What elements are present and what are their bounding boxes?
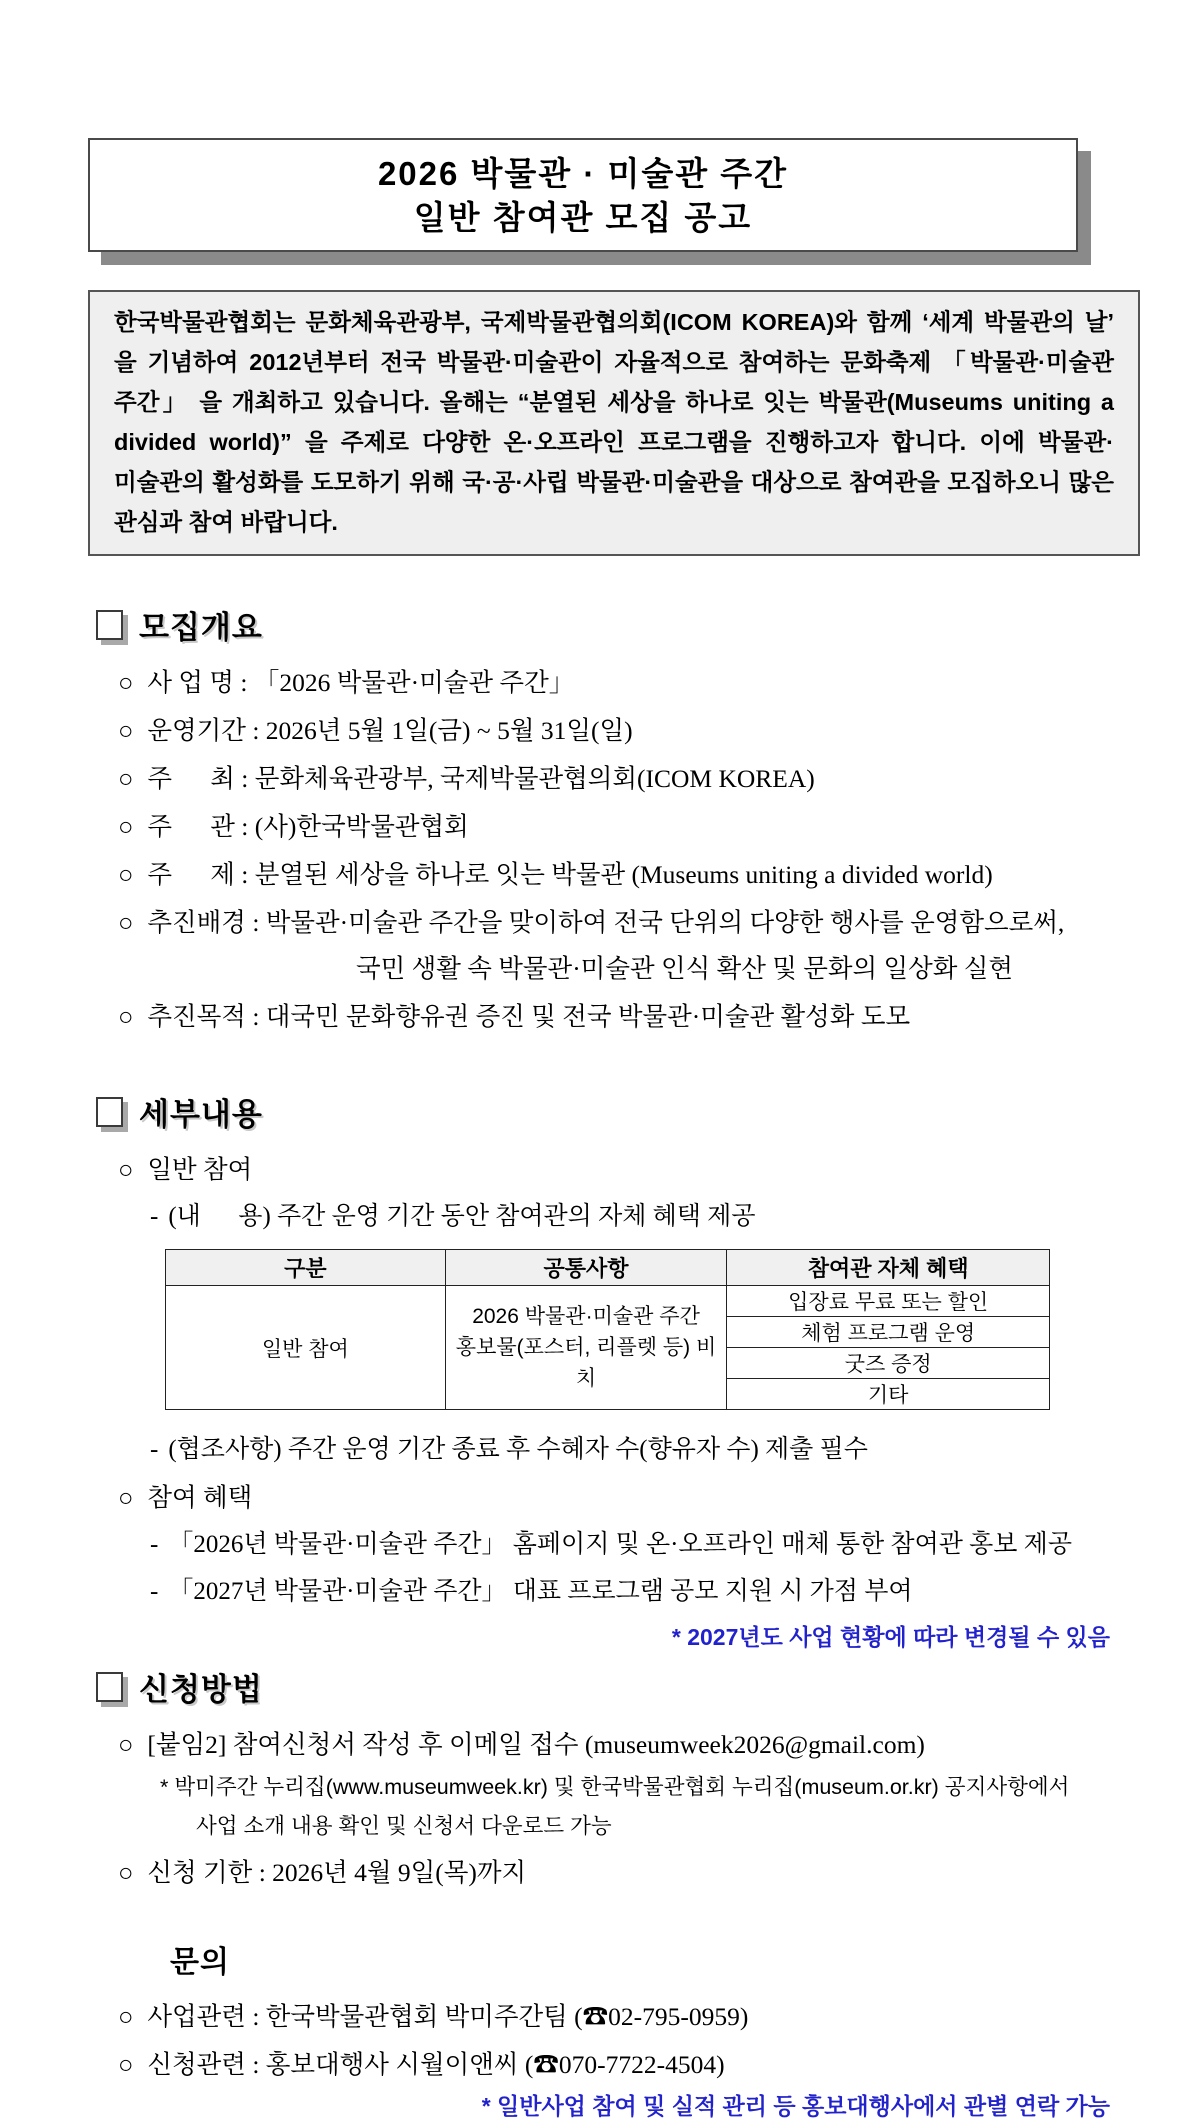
square-bullet-icon <box>96 610 123 640</box>
circle-bullet-icon: ○ <box>118 716 134 745</box>
apply-item-email <box>118 1731 1200 1759</box>
table-cell-benefit: 체험 프로그램 운영 <box>727 1317 1050 1348</box>
square-bullet-icon <box>96 1097 123 1127</box>
dash-bullet-icon: - <box>150 1436 159 1463</box>
circle-bullet-icon: ○ <box>118 1483 134 1512</box>
contact-item-apply <box>118 2051 1200 2079</box>
title-line-1: 2026 박물관 · 미술관 주간 <box>377 155 789 192</box>
circle-bullet-icon: ○ <box>118 812 134 841</box>
table-cell-benefit: 굿즈 증정 <box>727 1348 1050 1379</box>
overview-item-project-name <box>118 669 1200 697</box>
table-cell-category: 일반 참여 <box>166 1286 446 1410</box>
section-heading-label: 세부내용 <box>139 1097 263 1132</box>
item-text: 일반 참여 <box>147 1155 253 1184</box>
dash-bullet-icon: - <box>150 1531 159 1558</box>
item-text: 주 제 : 분열된 세상을 하나로 잇는 박물관 (Museums uniting a divided world) <box>147 860 993 889</box>
details-item-benefit <box>118 1484 1200 1512</box>
circle-bullet-icon: ○ <box>118 2002 134 2031</box>
overview-item-background-cont: 국민 생활 속 박물관·미술관 인식 확산 및 문화의 일상화 실현 <box>356 954 1014 983</box>
details-sub-promo-2026 <box>150 1531 1200 1559</box>
section-heading-apply <box>96 1664 1200 1709</box>
item-text: 추진목적 : 대국민 문화향유권 증진 및 전국 박물관·미술관 활성화 도모 <box>147 1002 911 1031</box>
details-sub-content <box>150 1203 1200 1231</box>
table-header-row <box>166 1250 1050 1286</box>
item-text: (협조사항) 주간 운영 기간 종료 후 수혜자 수(향유자 수) 제출 필수 <box>168 1436 868 1463</box>
circle-bullet-icon: ○ <box>118 908 134 937</box>
item-text: 추진배경 : 박물관·미술관 주간을 맞이하여 전국 단위의 다양한 행사를 운영함으로써, <box>147 908 1065 937</box>
section-heading-contact: 문의 <box>170 1946 230 1979</box>
item-text: 운영기간 : 2026년 5월 1일(금) ~ 5월 31일(일) <box>147 716 633 745</box>
section-heading-overview <box>96 602 1200 647</box>
intro-text: 한국박물관협회는 문화체육관광부, 국제박물관협의회(ICOM KOREA)와 함께 ‘세계 박물관의 날’ 을 기념하여 2012년부터 전국 박물관·미술관이 자율적으로 참여하는 문화축제 「박물관·미술관 주간」 을 개최하고 있습니다. 올해는 “분열된 세상을 하나로 잇는 박물관(Museums uniting a divided world)” 을 주제로 다양한 온·오프라인 프로그램을 진행하고자 합니다. 이에 박물관·미술관의 활성화를 도모하기 위해 국·공·사립 박물관·미술관을 대상으로 참여관을 모집하오니 많은 관심과 참여 바랍니다. <box>114 309 1114 535</box>
details-item-general <box>118 1156 1200 1184</box>
section-heading-label: 모집개요 <box>139 610 263 645</box>
dash-bullet-icon: - <box>150 1203 159 1230</box>
item-text: 주 관 : (사)한국박물관협회 <box>147 812 469 841</box>
title-box <box>88 138 1078 252</box>
section-heading-details <box>96 1089 1200 1134</box>
circle-bullet-icon: ○ <box>118 764 134 793</box>
item-text: [붙임2] 참여신청서 작성 후 이메일 접수 (museumweek2026@gmail.com) <box>147 1730 925 1759</box>
common-line-2: 홍보물(포스터, 리플렛 등) 비치 <box>455 1336 717 1390</box>
overview-item-organizer <box>118 813 1200 841</box>
circle-bullet-icon: ○ <box>118 860 134 889</box>
circle-bullet-icon: ○ <box>118 1858 134 1887</box>
note-agency-contact: * 일반사업 참여 및 실적 관리 등 홍보대행사에서 관별 연락 가능 <box>481 2093 1110 2119</box>
overview-item-host <box>118 765 1200 793</box>
item-text: 사업관련 : 한국박물관협회 박미주간팀 (☎02-795-0959) <box>147 2002 749 2031</box>
section-heading-label: 신청방법 <box>139 1672 263 1707</box>
item-text: 참여 혜택 <box>147 1483 253 1512</box>
details-sub-bonus-2027 <box>150 1578 1200 1606</box>
common-line-1: 2026 박물관·미술관 주간 <box>472 1305 700 1328</box>
item-text: 주 최 : 문화체육관광부, 국제박물관협의회(ICOM KOREA) <box>147 764 815 793</box>
overview-item-theme <box>118 861 1200 889</box>
square-bullet-icon <box>96 1672 123 1702</box>
intro-box <box>88 290 1140 556</box>
title-line-2: 일반 참여관 모집 공고 <box>413 199 753 236</box>
overview-item-period <box>118 717 1200 745</box>
circle-bullet-icon: ○ <box>118 2050 134 2079</box>
item-text: 사 업 명 : 「2026 박물관·미술관 주간」 <box>147 668 575 697</box>
overview-item-background <box>118 909 1200 937</box>
overview-item-purpose <box>118 1003 1200 1031</box>
benefit-table <box>165 1249 1050 1410</box>
contact-item-project <box>118 2003 1200 2031</box>
circle-bullet-icon: ○ <box>118 1730 134 1759</box>
dash-bullet-icon: - <box>150 1578 159 1605</box>
table-cell-benefit: 입장료 무료 또는 할인 <box>727 1286 1050 1317</box>
details-sub-cooperation <box>150 1436 1200 1464</box>
apply-note-line-1: * 박미주간 누리집(www.museumweek.kr) 및 한국박물관협회 누리집(museum.or.kr) 공지사항에서 <box>160 1775 1070 1799</box>
apply-note-line-2: 사업 소개 내용 확인 및 신청서 다운로드 가능 <box>196 1814 612 1838</box>
note-2027-change: * 2027년도 사업 현황에 따라 변경될 수 있음 <box>671 1624 1110 1650</box>
apply-item-deadline <box>118 1859 1200 1887</box>
table-cell-common <box>445 1286 727 1410</box>
circle-bullet-icon: ○ <box>118 1155 134 1184</box>
circle-bullet-icon: ○ <box>118 668 134 697</box>
table-header-benefit: 참여관 자체 혜택 <box>727 1250 1050 1286</box>
table-header-category: 구분 <box>166 1250 446 1286</box>
item-text: 신청관련 : 홍보대행사 시월이앤씨 (☎070-7722-4504) <box>147 2050 725 2079</box>
item-text: 「2026년 박물관·미술관 주간」 홈페이지 및 온·오프라인 매체 통한 참여관 홍보 제공 <box>168 1531 1072 1558</box>
item-text: 「2027년 박물관·미술관 주간」 대표 프로그램 공모 지원 시 가점 부여 <box>168 1578 913 1605</box>
item-text: 신청 기한 : 2026년 4월 9일(목)까지 <box>147 1858 527 1887</box>
table-cell-benefit: 기타 <box>727 1379 1050 1410</box>
table-header-common: 공통사항 <box>445 1250 727 1286</box>
circle-bullet-icon: ○ <box>118 1002 134 1031</box>
item-text: (내 용) 주간 운영 기간 동안 참여관의 자체 혜택 제공 <box>168 1203 756 1230</box>
table-row <box>166 1286 1050 1317</box>
